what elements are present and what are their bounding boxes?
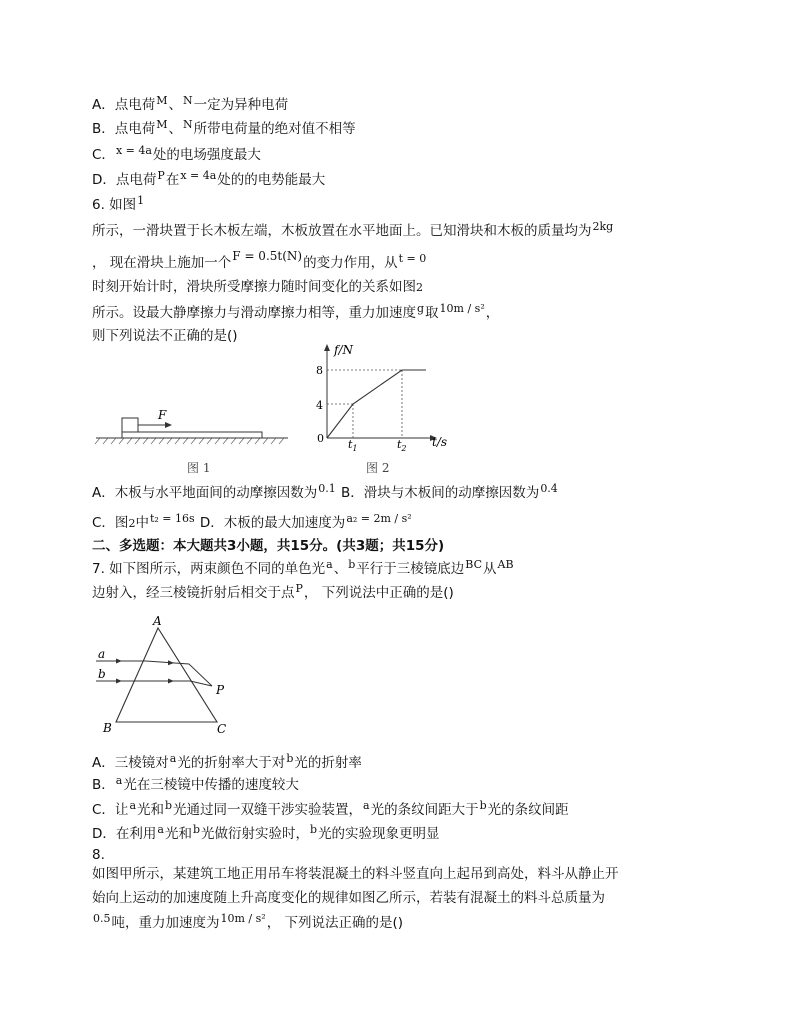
slider-block [122, 418, 138, 432]
force-label: F [158, 408, 167, 422]
q6-stem-line2: 所示，一滑块置于长木板左端，木板放置在水平地面上。已知滑块和木板的质量均为$^{2kg}$ [92, 220, 614, 239]
ray-a-arrow-2 [168, 660, 174, 665]
ray-a-arrow-1 [116, 659, 122, 664]
board [122, 432, 262, 438]
q7-option-d: D．在利用$^a$光和$^b$光做衍射实验时，$^b$光的实验现象更明显 [92, 823, 440, 842]
t2-label: $t_2$ [397, 438, 407, 453]
q7-prism-figure [92, 614, 252, 739]
force-arrowhead [165, 422, 172, 428]
q6-options-ab: A．木板与水平地面间的动摩擦因数为$^{0.1}$ B．滑块与木板间的动摩擦因数为$^{0.4}$ [92, 482, 558, 501]
t1-label: $t_1$ [348, 438, 358, 453]
q7-option-b: B．$^a$光在三棱镜中传播的速度较大 [92, 774, 299, 793]
q6-figure-2 [308, 340, 458, 480]
section-heading-multiple-choice: 二、多选题：本大题共3小题，共15分。(共3题；共15分) [92, 538, 445, 554]
q6-stem-line1: 6. 如图$^1$ [92, 194, 145, 213]
q7-stem-line1: 7. 如下图所示，两束颜色不同的单色光$^a$、$^b$平行于三棱镜底边$^{BC}$从$^{AB}$ [92, 558, 514, 577]
q5-option-d: D．点电荷$^P$在$^{x = 4a}$处的的电势能最大 [92, 169, 326, 188]
q6-options-cd: C．图2中$^{t_2 = 16s}$ D．木板的最大加速度为$^{a_2 = 2m / s^2}$ [92, 512, 412, 531]
q8-stem-line3: $^{0.5}$吨，重力加速度为$^{10m / s^2}$， 下列说法正确的是() [93, 912, 404, 931]
q5-option-a: A．点电荷$^M$、$^N$一定为异种电荷 [92, 94, 289, 113]
y-tick-8: 8 [316, 364, 323, 377]
vertex-A: A [153, 614, 162, 628]
q5-option-c: C．$^{x = 4a}$处的电场强度最大 [92, 144, 261, 163]
q8-stem-line1: 如图甲所示，某建筑工地正用吊车将装混凝土的料斗竖直向上起吊到高处，料斗从静止开 [92, 866, 619, 882]
ray-b-arrow-1 [116, 679, 122, 684]
point-P: P [216, 683, 225, 697]
y-axis-label: f/N [334, 343, 353, 357]
ray-b-label: b [98, 667, 106, 681]
friction-curve [327, 370, 426, 438]
figure-2-caption: 图 2 [366, 461, 390, 475]
q5-option-b: B．点电荷$^M$、$^N$所带电荷量的绝对值不相等 [92, 118, 356, 137]
q6-figure-1 [92, 404, 292, 479]
y-tick-4: 4 [316, 399, 323, 412]
ground-hatching [95, 438, 284, 444]
q8-stem-line2: 始向上运动的加速度随上升高度变化的规律如图乙所示，若装有混凝土的料斗总质量为 [92, 890, 605, 906]
x-axis-label: t/s [432, 435, 448, 449]
q7-stem-line2: 边射入，经三棱镜折射后相交于点$^P$， 下列说法中正确的是() [92, 582, 454, 601]
figure-1-caption: 图 1 [187, 461, 211, 475]
vertex-C: C [217, 722, 227, 736]
q6-stem-line3: ， 现在滑块上施加一个F = 0.5t(N)的变力作用，从$^{t = 0}$ [92, 249, 427, 271]
y-axis-arrow [324, 344, 330, 351]
q6-stem-line6: 则下列说法不正确的是() [92, 328, 238, 344]
q7-option-c: C．让$^a$光和$^b$光通过同一双缝干涉实验装置，$^a$光的条纹间距大于$^b$光的条纹间距 [92, 799, 569, 818]
ray-b-arrow-2 [168, 679, 174, 684]
prism-triangle [116, 628, 217, 722]
q8-number: 8. [92, 847, 105, 863]
origin-label: 0 [317, 432, 324, 445]
ray-b [96, 681, 212, 686]
q7-option-a: A．三棱镜对$^a$光的折射率大于对$^b$光的折射率 [92, 752, 362, 771]
q6-stem-line5: 所示。设最大静摩擦力与滑动摩擦力相等，重力加速度$^g$取$^{10m / s^2}$， [92, 302, 500, 321]
q6-stem-line4: 时刻开始计时，滑块所受摩擦力随时间变化的关系如图2 [92, 279, 423, 295]
vertex-B: B [103, 721, 112, 735]
ray-a-label: a [98, 647, 106, 661]
